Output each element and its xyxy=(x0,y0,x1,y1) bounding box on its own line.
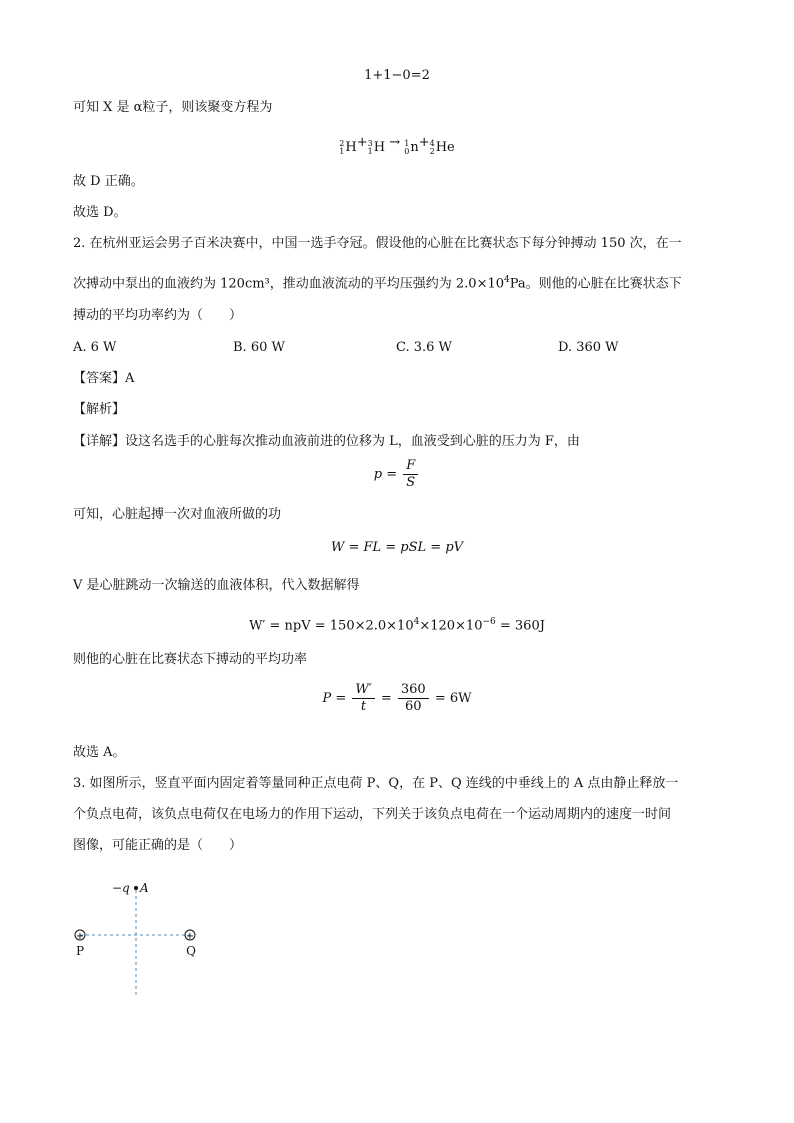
charges-figure xyxy=(60,870,220,1005)
q2-line2: 次搏动中泵出的血液约为 120cm³，推动血液流动的平均压强约为 $2.0\times 10^4Pa$。则他的心脏在比赛状态下 xyxy=(73,275,682,292)
pressure-formula: p = $\frac{F}{S}$ xyxy=(0,458,794,498)
option-c[interactable]: C. 3.6 W xyxy=(396,340,452,355)
label-p: P xyxy=(75,944,85,958)
charge-label: −q xyxy=(112,881,130,895)
work-formula: W = FL = pSL = pV xyxy=(330,540,464,555)
power-intro: 则他的心脏在比赛状态下搏动的平均功率 xyxy=(73,652,308,667)
analysis-tag: 【解析】 xyxy=(73,402,126,417)
work-calc-formula: W′ = npV = $150\times 2.0\times 10^4\times 120\times 10^{-6} = 360J$ xyxy=(249,617,545,634)
choose-d-text: 故选 D。 xyxy=(73,205,127,220)
charge-conservation-eq: 1+1−0=2 xyxy=(364,68,430,83)
detail-tag: 【详解】 xyxy=(73,434,126,449)
power-formula: P = $\frac{W'}{t}$ = $\frac{360}{60}$ = 6W xyxy=(322,682,472,714)
q3-line2: 个负点电荷，该负点电荷仅在电场力的作用下运动，下列关于该负点电荷在一个运动周期内的速度一时间 xyxy=(73,807,672,822)
q2-line1: 2. 在杭州亚运会男子百米决赛中，中国一选手夺冠。假设他的心脏在比赛状态下每分钟搏动 150 次，在一 xyxy=(73,236,682,251)
detail-line: 【详解】设这名选手的心脏每次推动血液前进的位移为 L，血液受到心脏的压力为 F，由 xyxy=(73,434,580,449)
alpha-particle-line: 可知 X 是 α粒子，则该聚变方程为 xyxy=(73,100,273,115)
point-a-dot xyxy=(134,886,138,890)
fusion-equation: 2 1 H + 3 1 H → 1 0 n + 4 2 He xyxy=(339,135,455,156)
plus-sign-q: + xyxy=(185,931,195,942)
option-a[interactable]: A. 6 W xyxy=(73,340,117,355)
answer-line xyxy=(73,369,134,389)
plus-sign-p: + xyxy=(75,931,85,942)
volume-definition: V 是心脏跳动一次输送的血液体积，代入数据解得 xyxy=(73,578,360,593)
option-d[interactable]: D. 360 W xyxy=(558,340,619,355)
answer-value: A xyxy=(125,371,135,386)
q2-line3: 搏动的平均功率约为（ ） xyxy=(73,308,243,323)
label-q: Q xyxy=(186,944,196,958)
q3-line1: 3. 如图所示，竖直平面内固定着等量同种正点电荷 P、Q，在 P、Q 连线的中垂线上的 A 点由静止释放一 xyxy=(73,776,679,791)
choose-a-text: 故选 A。 xyxy=(73,745,126,760)
work-intro: 可知，心脏起搏一次对血液所做的功 xyxy=(73,507,282,522)
answer-tag: 【答案】 xyxy=(73,371,126,386)
d-correct-text: 故 D 正确。 xyxy=(73,174,144,189)
q3-line3: 图像，可能正确的是（ ） xyxy=(73,838,243,853)
option-b[interactable]: B. 60 W xyxy=(233,340,285,355)
point-a-label: A xyxy=(140,881,149,895)
